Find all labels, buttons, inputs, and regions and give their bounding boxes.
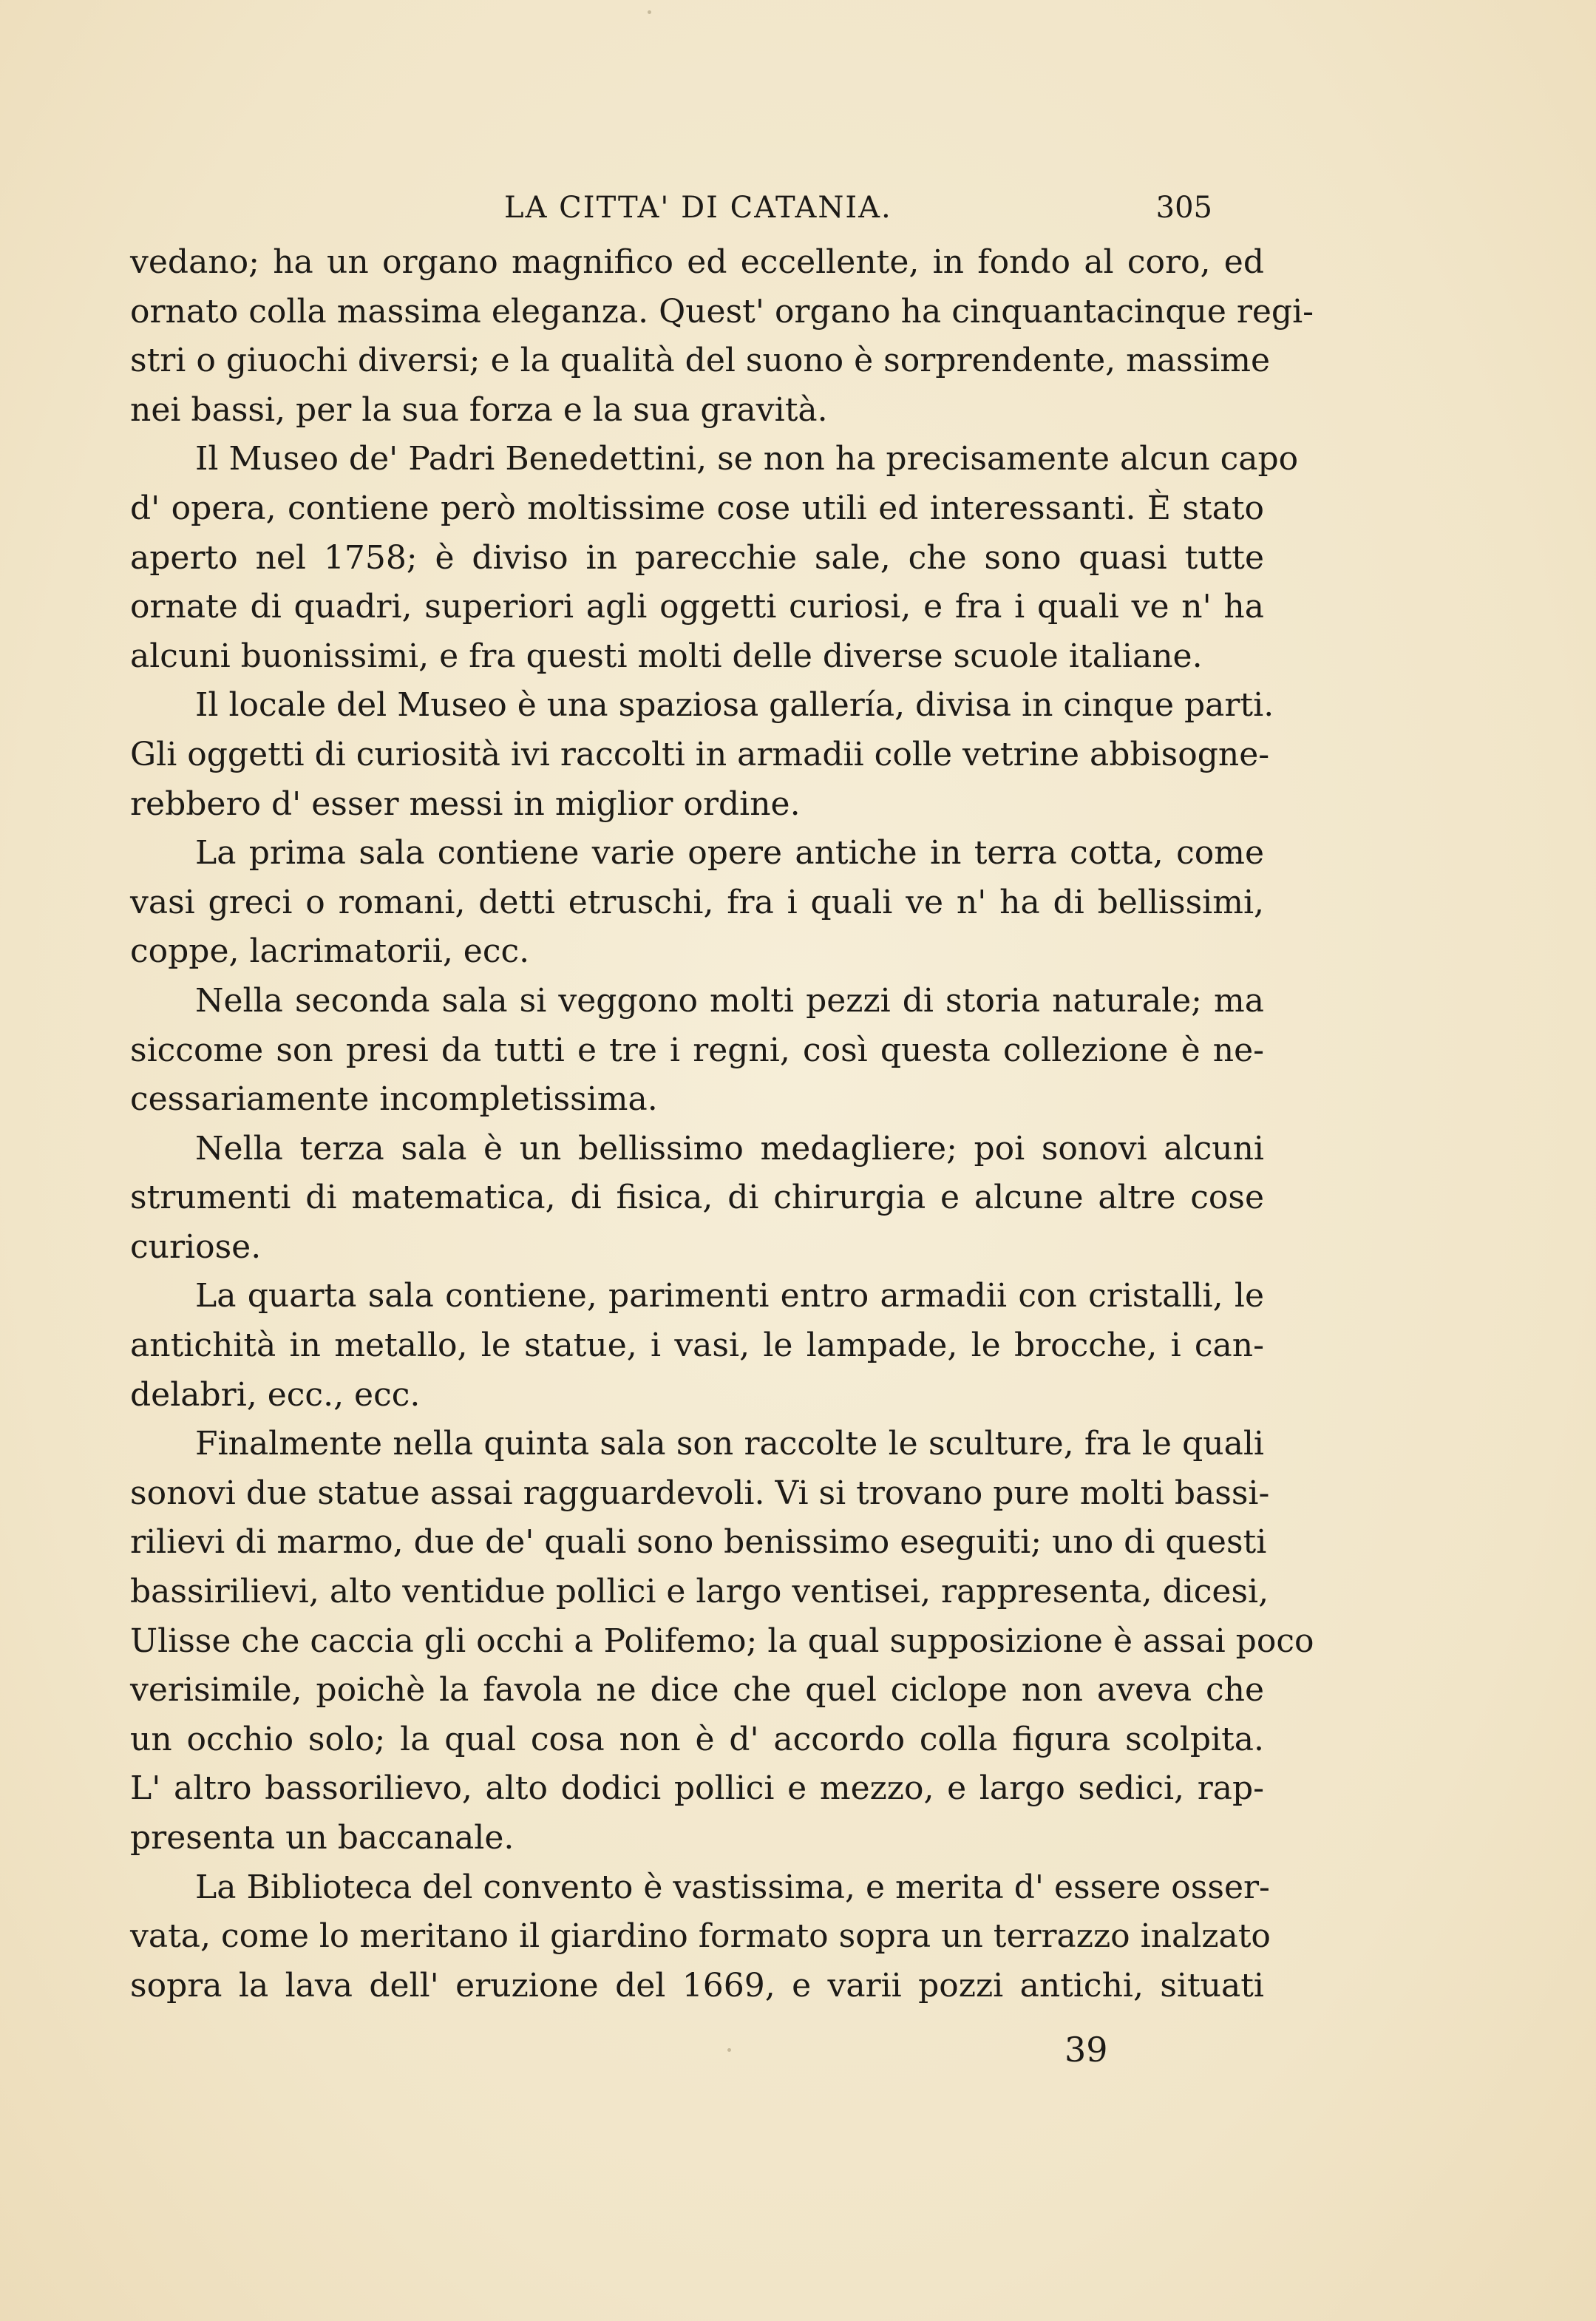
text-line: vasi greci o romani, detti etruschi, fra i quali ve n' ha di bellissimi, bbox=[130, 883, 1264, 921]
text-line: vata, come lo meritano il giardino formato sopra un terrazzo inalzato bbox=[130, 1917, 1271, 1956]
text-line: verisimile, poichè la favola ne dice che quel ciclope non aveva che bbox=[130, 1671, 1264, 1710]
text-line: vedano; ha un organo magnifico ed eccellente, in fondo al coro, ed bbox=[130, 243, 1264, 281]
paragraph-start-line: Il Museo de' Padri Benedettini, se non ha precisamente alcun capo bbox=[195, 440, 1299, 478]
text-line: antichità in metallo, le statue, i vasi, le lampade, le brocche, i can- bbox=[130, 1326, 1264, 1365]
text-line: Gli oggetti di curiosità ivi raccolti in armadii colle vetrine abbisogne- bbox=[130, 735, 1270, 773]
text-line: stri o giuochi diversi; e la qualità del suono è sorprendente, massime bbox=[130, 342, 1271, 380]
text-line: bassirilievi, alto ventidue pollici e largo ventisei, rappresenta, dicesi, bbox=[130, 1573, 1269, 1611]
paragraph-start-line: Il locale del Museo è una spaziosa gallería, divisa in cinque parti. bbox=[195, 686, 1274, 725]
paragraph-start-line: La prima sala contiene varie opere antiche in terra cotta, come bbox=[195, 834, 1264, 873]
text-line: un occhio solo; la qual cosa non è d' accordo colla figura scolpita. bbox=[130, 1720, 1264, 1758]
text-line: rilievi di marmo, due de' quali sono benissimo eseguiti; uno di questi bbox=[130, 1523, 1267, 1562]
page-number: 305 bbox=[1155, 191, 1212, 225]
text-line: strumenti di matematica, di fisica, di chirurgia e alcune altre cose bbox=[130, 1179, 1264, 1217]
text-line: cessariamente incompletissima. bbox=[130, 1080, 658, 1119]
running-title: LA CITTA' DI CATANIA. bbox=[504, 191, 892, 225]
paragraph-start-line: La Biblioteca del convento è vastissima, e merita d' essere osser- bbox=[195, 1868, 1270, 1906]
text-line: L' altro bassorilievo, alto dodici pollici e mezzo, e largo sedici, rap- bbox=[130, 1769, 1264, 1808]
text-line: delabri, ecc., ecc. bbox=[130, 1375, 421, 1414]
text-line: alcuni buonissimi, e fra questi molti delle diverse scuole italiane. bbox=[130, 637, 1203, 675]
text-line: coppe, lacrimatorii, ecc. bbox=[130, 932, 530, 971]
paper-speck bbox=[727, 2048, 731, 2052]
text-line: curiose. bbox=[130, 1227, 262, 1266]
paragraph-start-line: Nella seconda sala si veggono molti pezzi di storia naturale; ma bbox=[195, 981, 1264, 1020]
paragraph-start-line: Nella terza sala è un bellissimo medagliere; poi sonovi alcuni bbox=[195, 1129, 1264, 1168]
signature-mark: 39 bbox=[1064, 2030, 1108, 2070]
text-line: ornate di quadri, superiori agli oggetti curiosi, e fra i quali ve n' ha bbox=[130, 588, 1264, 626]
text-line: presenta un baccanale. bbox=[130, 1819, 515, 1857]
text-line: d' opera, contiene però moltissime cose utili ed interessanti. È stato bbox=[130, 489, 1264, 527]
text-line: ornato colla massima eleganza. Quest' organo ha cinquantacinque regi- bbox=[130, 292, 1314, 331]
paragraph-start-line: Finalmente nella quinta sala son raccolte le sculture, fra le quali bbox=[195, 1425, 1264, 1463]
text-line: siccome son presi da tutti e tre i regni, così questa collezione è ne- bbox=[130, 1031, 1264, 1069]
text-line: sopra la lava dell' eruzione del 1669, e varii pozzi antichi, situati bbox=[130, 1966, 1264, 2005]
text-line: Ulisse che caccia gli occhi a Polifemo; la qual supposizione è assai poco bbox=[130, 1622, 1314, 1660]
text-line: rebbero d' esser messi in miglior ordine. bbox=[130, 785, 801, 823]
paragraph-start-line: La quarta sala contiene, parimenti entro armadii con cristalli, le bbox=[195, 1277, 1264, 1315]
text-line: nei bassi, per la sua forza e la sua gravità. bbox=[130, 390, 828, 429]
text-line: aperto nel 1758; è diviso in parecchie sale, che sono quasi tutte bbox=[130, 538, 1264, 577]
page-header bbox=[130, 185, 1264, 237]
text-line: sonovi due statue assai ragguardevoli. Vi si trovano pure molti bassi- bbox=[130, 1474, 1270, 1512]
body-text bbox=[130, 238, 1314, 2010]
paper-speck bbox=[648, 10, 651, 14]
